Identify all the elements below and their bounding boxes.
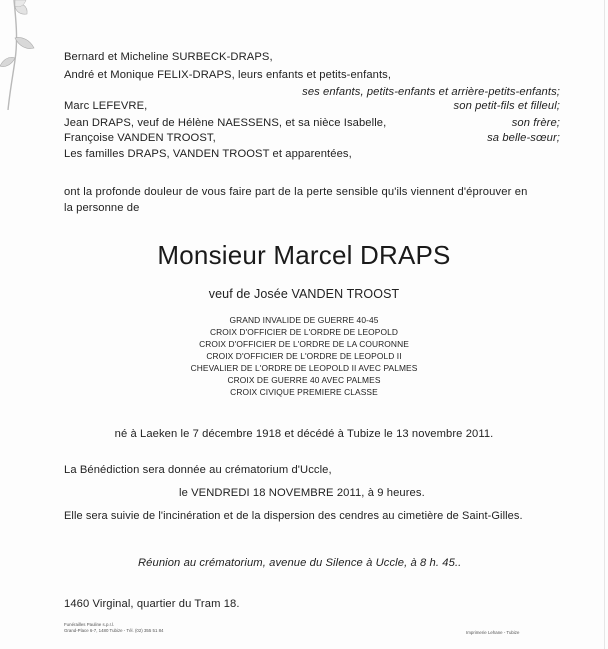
- ceremony-line: La Bénédiction sera donnée au crématorium d'Uccle,: [64, 464, 332, 476]
- family-line: Les familles DRAPS, VANDEN TROOST et apparentées,: [64, 148, 352, 160]
- honour-line: CROIX D'OFFICIER DE L'ORDRE DE LEOPOLD II: [206, 351, 402, 361]
- flower-decoration: [0, 0, 40, 110]
- announcement-line: la personne de: [64, 202, 140, 214]
- honour-line: CROIX CIVIQUE PREMIERE CLASSE: [230, 387, 378, 397]
- birth-death-line: né à Laeken le 7 décembre 1918 et décédé à Tubize le 13 novembre 2011.: [114, 428, 494, 440]
- family-line: Bernard et Micheline SURBECK-DRAPS,: [64, 51, 273, 63]
- printer-credit: Imprimerie Lehane - Tubize: [466, 630, 520, 635]
- honour-line: CROIX D'OFFICIER DE L'ORDRE DE LA COURONNE: [199, 339, 409, 349]
- address-line: 1460 Virginal, quartier du Tram 18.: [64, 598, 240, 610]
- family-relation: son frère;: [511, 117, 560, 129]
- ceremony-line: le VENDREDI 18 NOVEMBRE 2011, à 9 heures.: [179, 487, 425, 499]
- honour-line: CROIX DE GUERRE 40 AVEC PALMES: [227, 375, 381, 385]
- family-relation: son petit-fils et filleul;: [453, 100, 560, 112]
- honour-line: GRAND INVALIDE DE GUERRE 40-45: [229, 315, 379, 325]
- honour-line: CHEVALIER DE L'ORDRE DE LEOPOLD II AVEC PALMES: [190, 363, 418, 373]
- family-relation: sa belle-sœur;: [487, 132, 560, 144]
- family-relation: ses enfants, petits-enfants et arrière-petits-enfants;: [302, 86, 560, 98]
- meeting-line: Réunion au crématorium, avenue du Silence à Uccle, à 8 h. 45..: [138, 557, 462, 569]
- family-line: André et Monique FELIX-DRAPS, leurs enfants et petits-enfants,: [64, 69, 392, 81]
- deceased-name: Monsieur Marcel DRAPS: [157, 240, 451, 270]
- family-line: Marc LEFEVRE,: [64, 100, 148, 112]
- funeral-home-address: Grand-Place 6-7, 1480 Tubize - Tél. (02) 355 51 84: [64, 628, 164, 633]
- family-line: Françoise VANDEN TROOST,: [64, 132, 216, 144]
- widower-of: veuf de Josée VANDEN TROOST: [208, 287, 400, 301]
- announcement-line: ont la profonde douleur de vous faire part de la perte sensible qu'ils viennent d'éprouver en: [64, 186, 528, 198]
- family-line: Jean DRAPS, veuf de Hélène NAESSENS, et sa nièce Isabelle,: [64, 117, 387, 129]
- funeral-home-name: Funérailles Pauline s.p.r.l.: [64, 622, 115, 627]
- ceremony-line: Elle sera suivie de l'incinération et de la dispersion des cendres au cimetière de Saint-Gilles.: [64, 510, 523, 522]
- honour-line: CROIX D'OFFICIER DE L'ORDRE DE LEOPOLD: [209, 327, 399, 337]
